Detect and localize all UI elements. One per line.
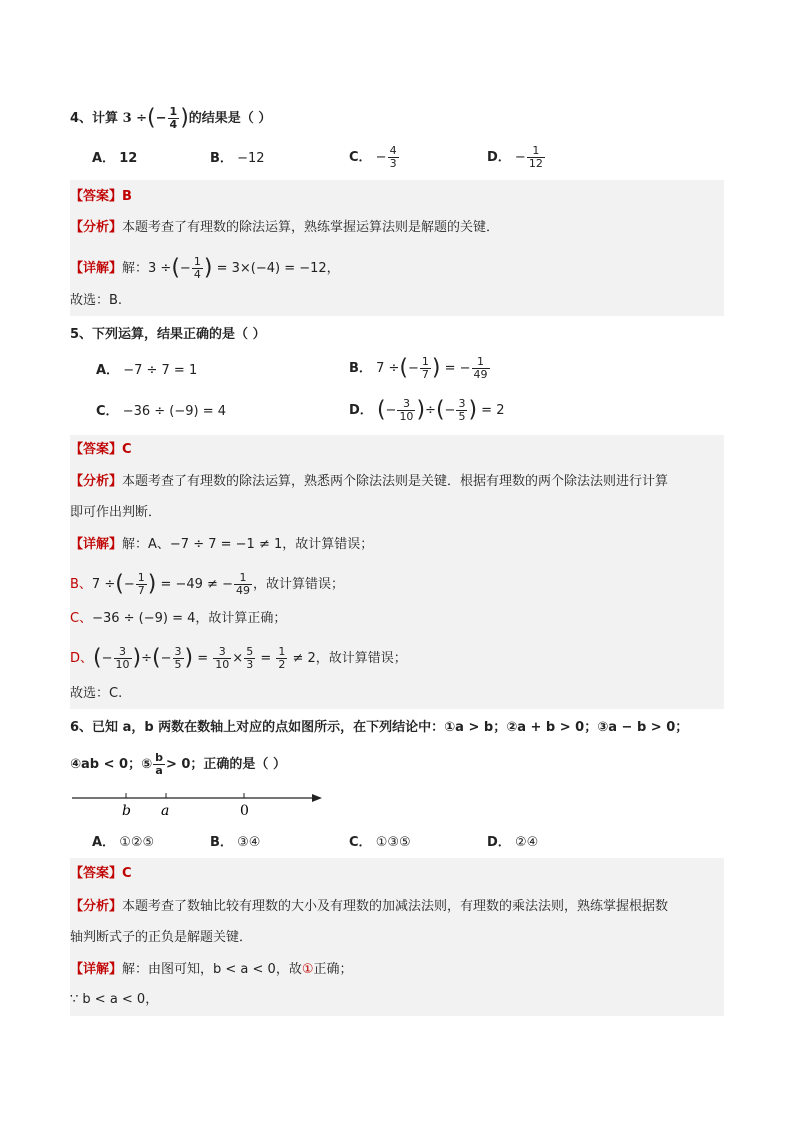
q4-analysis: 【分析】本题考查了有理数的除法运算，熟练掌握运算法则是解题的关键． [70,220,500,235]
q5-option-a: A． −7 ÷ 7 = 1 [96,363,198,378]
q6-detail-2: ∵ b < a < 0， [70,992,159,1007]
q6-answer: 【答案】C [70,866,132,881]
q5-choose: 故选：C. [70,686,123,701]
q5-stem: 5、下列运算，结果正确的是（ ） [70,327,266,342]
q4-stem-expr: 3 ÷ [122,111,148,126]
q6-analysis-1: 【分析】本题考查了数轴比较有理数的大小及有理数的加减法法则，有理数的乘法法则，熟练掌握根据数 [70,899,669,914]
q5-detail-c: C、−36 ÷ (−9) = 4，故计算正确； [70,611,287,626]
q6-stem-1: 6、已知 a，b 两数在数轴上对应的点如图所示，在下列结论中：①a > b；②a + b > 0；③a − b > 0； [70,720,689,735]
q4-choose: 故选：B. [70,293,123,308]
q5-detail-a: 【详解】解：A、−7 ÷ 7 = −1 ≠ 1，故计算错误； [70,537,374,552]
q4-stem-suffix: 的结果是（ ） [188,111,272,126]
q4-stem-fraction: $\frac{1}{4}$ [169,105,178,131]
q4-answer: 【答案】B [70,189,132,204]
q6-option-a: A． ①②⑤ [92,835,155,850]
q4-solution-panel [70,180,724,316]
q6-option-c: C． ①③⑤ [349,835,411,850]
tick-label-0: 0 [240,803,249,819]
q5-detail-b: B、7 ÷(− $\frac{1}{7}$ ) = −49 ≠ − $\frac{1}{49}$ ，故计算错误； [70,571,344,597]
tick-label-b: b [122,803,131,819]
q5-answer: 【答案】C [70,442,132,457]
q5-detail-d: D、(− $\frac{3}{10}$ )÷(− $\frac{3}{5}$ ) = $\frac{3}{10}$ × $\frac{5}{3}$ = $\frac{1}{2}$ ≠ 2，故计算错误； [70,645,407,671]
tick-label-a: a [161,803,170,819]
q4-option-a: A． 12 [92,151,138,166]
q6-option-d: D． ②④ [487,835,539,850]
q5-analysis-1: 【分析】本题考查了有理数的除法运算，熟悉两个除法法则是关键．根据有理数的两个除法法则进行计算 [70,474,669,489]
q6-detail-1: 【详解】解：由图可知，b < a < 0，故①正确； [70,962,353,977]
q5-option-b: B． 7 ÷(− $\frac{1}{7}$ ) = − $\frac{1}{49}$ [349,355,488,381]
q5-option-d: D． (− $\frac{3}{10}$ )÷(− $\frac{3}{5}$ ) = 2 [349,397,505,423]
q4-option-c: C． − $\frac{4}{3}$ [349,144,397,170]
q5-option-c: C． −36 ÷ (−9) = 4 [96,404,227,419]
q6-option-b: B． ③④ [210,835,261,850]
q6-analysis-2: 轴判断式子的正负是解题关键． [70,930,253,945]
q4-stem: 4、计算 3 ÷(− $\frac{1}{4}$ )的结果是（ ） [70,105,272,131]
q4-option-b: B． −12 [210,151,265,166]
q4-option-d: D． − $\frac{1}{12}$ [487,144,543,170]
number-line-arrow [312,794,322,802]
q4-stem-prefix: 4、计算 [70,111,119,126]
q5-analysis-2: 即可作出判断． [70,505,162,520]
number-line-figure [70,788,330,820]
q4-detail: 【详解】解：3 ÷(− $\frac{1}{4}$ ) = 3×(−4) = −12， [70,255,340,281]
q6-stem-2: ④ab < 0；⑤ $\frac{b}{a}$ > 0；正确的是（ ） [70,751,286,777]
